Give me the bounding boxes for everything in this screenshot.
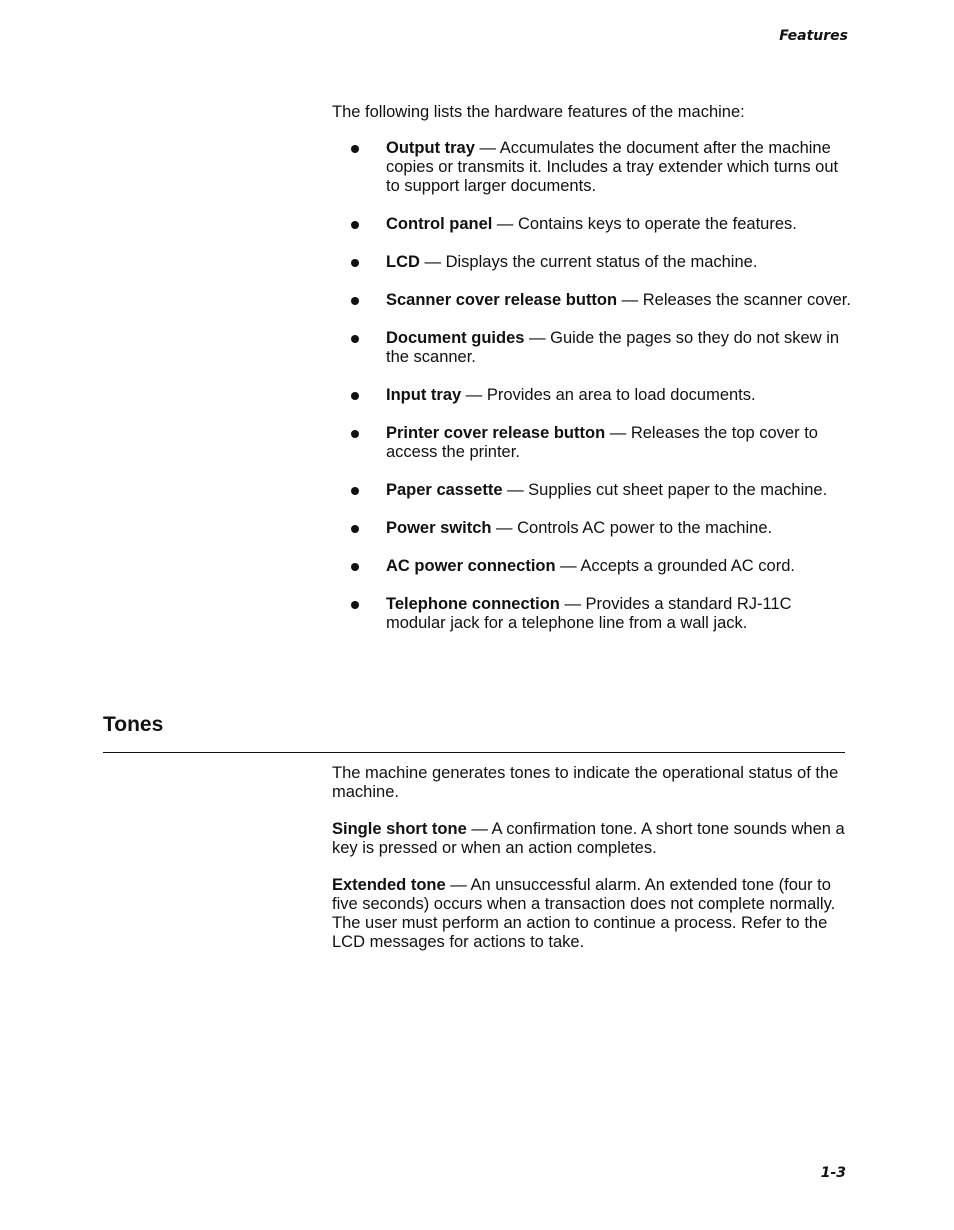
features-list	[348, 139, 853, 633]
list-item: Output tray — Accumulates the document after the machine copies or transmits it. Includes a tray extender which turns out to support larger documents.	[348, 139, 853, 196]
list-item: Telephone connection — Provides a standard RJ-11C modular jack for a telephone line from a wall jack.	[348, 595, 853, 633]
section-divider	[103, 752, 845, 753]
tone-item: Single short tone — A confirmation tone. A short tone sounds when a key is pressed or when an action completes.	[332, 820, 845, 857]
bullet-icon	[351, 392, 359, 400]
bullet-icon	[351, 221, 359, 229]
list-item: AC power connection — Accepts a grounded AC cord.	[348, 557, 853, 576]
bullet-icon	[351, 525, 359, 533]
list-item: Printer cover release button — Releases the top cover to access the printer.	[348, 424, 853, 462]
list-item: Power switch — Controls AC power to the machine.	[348, 519, 853, 538]
list-item: Scanner cover release button — Releases the scanner cover.	[348, 291, 853, 310]
bullet-icon	[351, 487, 359, 495]
list-item: Control panel — Contains keys to operate the features.	[348, 215, 853, 234]
tone-item: Extended tone — An unsuccessful alarm. An extended tone (four to five seconds) occurs when a transaction does not complete normally. The user must perform an action to continue a process. Refer to the LCD messages for actions to take.	[332, 876, 836, 951]
page-number: 1-3	[820, 1165, 846, 1181]
tones-section	[332, 764, 852, 952]
section-heading-tones: Tones	[103, 713, 164, 736]
tones-intro: The machine generates tones to indicate the operational status of the machine.	[332, 764, 839, 801]
features-intro: The following lists the hardware features of the machine:	[332, 103, 745, 121]
bullet-icon	[351, 430, 359, 438]
bullet-icon	[351, 297, 359, 305]
list-item: Document guides — Guide the pages so they do not skew in the scanner.	[348, 329, 853, 367]
bullet-icon	[351, 601, 359, 609]
list-item: LCD — Displays the current status of the machine.	[348, 253, 853, 272]
bullet-icon	[351, 563, 359, 571]
list-item: Paper cassette — Supplies cut sheet paper to the machine.	[348, 481, 853, 500]
bullet-icon	[351, 259, 359, 267]
running-head: Features	[779, 28, 848, 44]
bullet-icon	[351, 335, 359, 343]
bullet-icon	[351, 145, 359, 153]
list-item: Input tray — Provides an area to load documents.	[348, 386, 853, 405]
